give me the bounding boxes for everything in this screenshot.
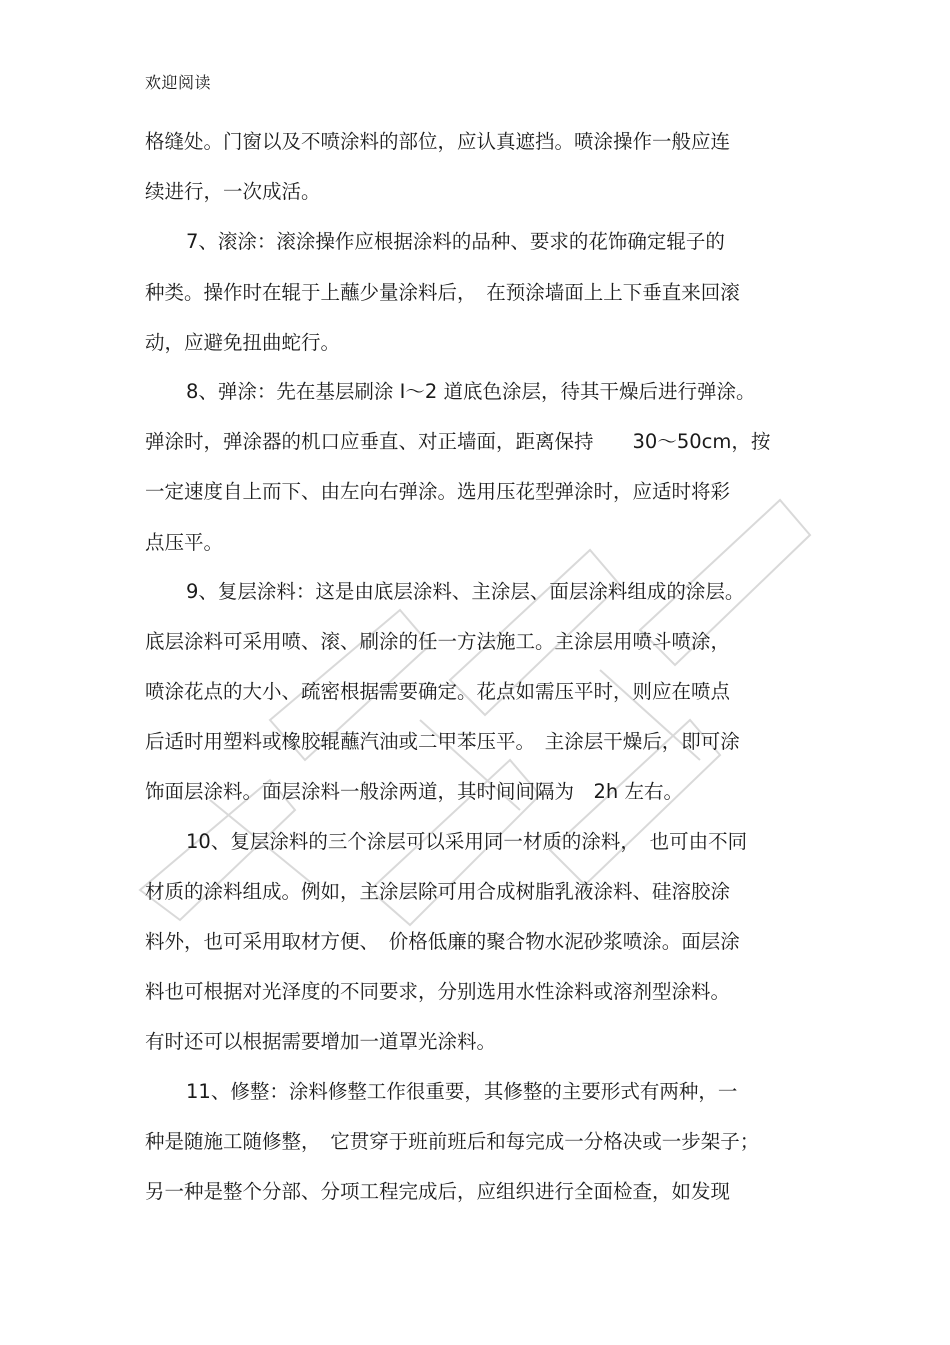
line-14: 饰面层涂料。面层涂料一般涂两道，其时间间隔为 2h 左右。: [145, 780, 683, 803]
line-9: 点压平。: [145, 531, 224, 554]
line-15: 10、复层涂料的三个涂层可以采用同一材质的涂料， 也可由不同: [186, 830, 748, 853]
line-3: 7、滚涂：滚涂操作应根据涂料的品种、要求的花饰确定辊子的: [186, 230, 725, 253]
line-19: 有时还可以根据需要增加一道罩光涂料。: [145, 1030, 497, 1053]
line-22: 另一种是整个分部、分项工程完成后，应组织进行全面检查，如发现: [145, 1180, 731, 1203]
line-11: 底层涂料可采用喷、滚、刷涂的任一方法施工。主涂层用喷斗喷涂，: [145, 630, 731, 653]
line-20: 11、修整：涂料修整工作很重要，其修整的主要形式有两种，一: [186, 1080, 738, 1103]
line-12: 喷涂花点的大小、疏密根据需要确定。花点如需压平时，则应在喷点: [145, 680, 731, 703]
line-7: 弹涂时，弹涂器的机口应垂直、对正墙面，距离保持 30～50cm，按: [145, 430, 771, 453]
line-6: 8、弹涂：先在基层刷涂 I～2 道底色涂层，待其干燥后进行弹涂。: [186, 380, 756, 403]
line-5: 动，应避免扭曲蛇行。: [145, 331, 341, 354]
line-16: 材质的涂料组成。例如，主涂层除可用合成树脂乳液涂料、硅溶胶涂: [145, 880, 731, 903]
line-10: 9、复层涂料：这是由底层涂料、主涂层、面层涂料组成的涂层。: [186, 580, 745, 603]
line-17: 料外，也可采用取材方便、 价格低廉的聚合物水泥砂浆喷涂。面层涂: [145, 930, 740, 953]
line-4: 种类。操作时在辊于上蘸少量涂料后， 在预涂墙面上上下垂直来回滚: [145, 281, 740, 304]
line-1: 格缝处。门窗以及不喷涂料的部位，应认真遮挡。喷涂操作一般应连: [145, 130, 731, 153]
line-18: 料也可根据对光泽度的不同要求，分别选用水性涂料或溶剂型涂料。: [145, 980, 731, 1003]
line-21: 种是随施工随修整， 它贯穿于班前班后和每完成一分格决或一步架子；: [145, 1130, 760, 1153]
line-2: 续进行，一次成活。: [145, 180, 321, 203]
line-13: 后适时用塑料或橡胶辊蘸汽油或二甲苯压平。 主涂层干燥后，即可涂: [145, 730, 740, 753]
line-8: 一定速度自上而下、由左向右弹涂。选用压花型弹涂时，应适时将彩: [145, 480, 731, 503]
page-header: 欢迎阅读: [145, 73, 212, 92]
